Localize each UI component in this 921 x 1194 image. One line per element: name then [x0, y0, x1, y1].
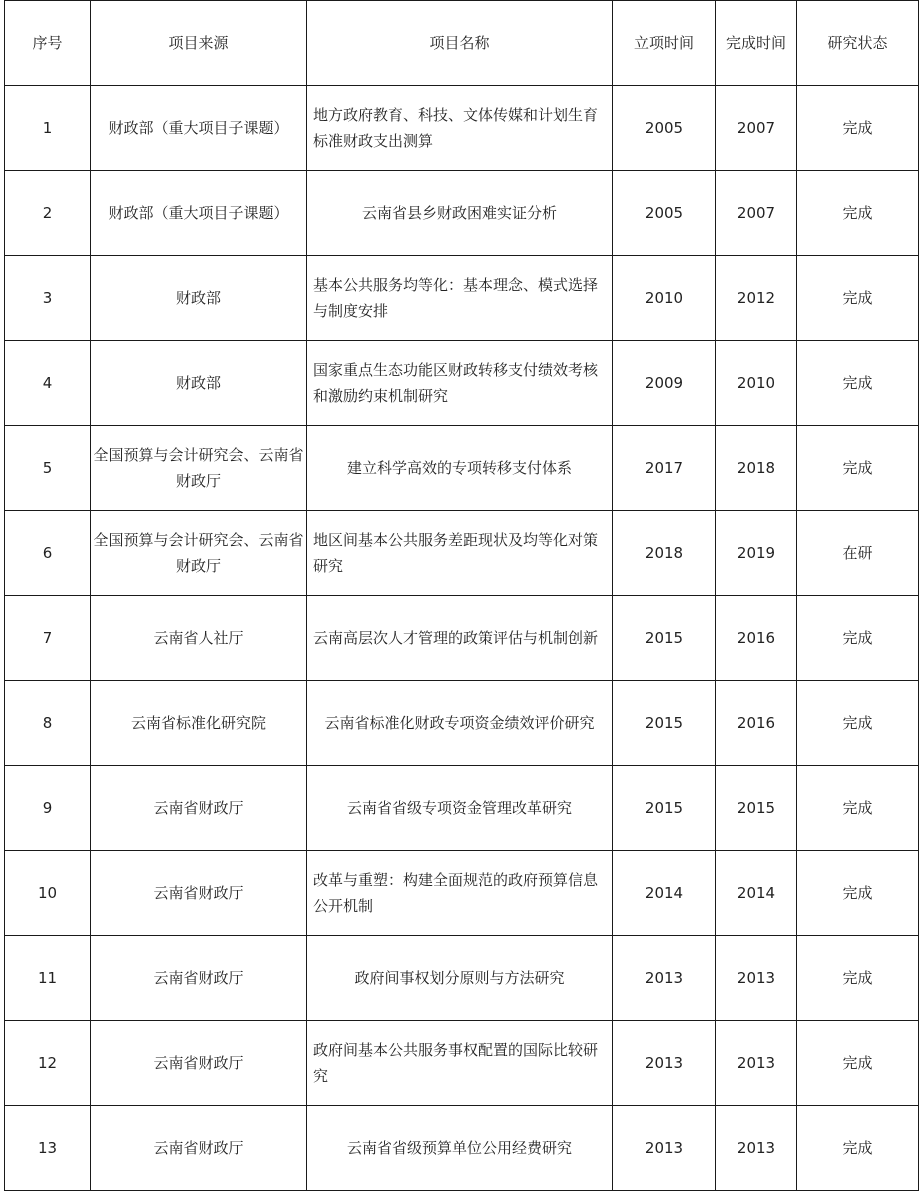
cell-no: 7 — [5, 596, 91, 681]
cell-no: 1 — [5, 86, 91, 171]
cell-end: 2013 — [716, 1106, 797, 1191]
cell-name: 云南高层次人才管理的政策评估与机制创新 — [307, 596, 613, 681]
cell-source: 云南省财政厅 — [91, 766, 307, 851]
cell-name: 云南省省级专项资金管理改革研究 — [307, 766, 613, 851]
cell-source: 云南省财政厅 — [91, 1021, 307, 1106]
cell-source: 全国预算与会计研究会、云南省财政厅 — [91, 426, 307, 511]
cell-no: 2 — [5, 171, 91, 256]
cell-start: 2013 — [613, 1021, 716, 1106]
cell-name: 云南省标准化财政专项资金绩效评价研究 — [307, 681, 613, 766]
cell-no: 3 — [5, 256, 91, 341]
cell-start: 2013 — [613, 936, 716, 1021]
cell-status: 完成 — [797, 341, 919, 426]
table-row — [5, 511, 919, 596]
cell-end: 2007 — [716, 171, 797, 256]
cell-end: 2016 — [716, 596, 797, 681]
cell-name: 改革与重塑：构建全面规范的政府预算信息公开机制 — [307, 851, 613, 936]
cell-status: 完成 — [797, 766, 919, 851]
header-end: 完成时间 — [716, 1, 797, 86]
cell-status: 完成 — [797, 256, 919, 341]
cell-start: 2018 — [613, 511, 716, 596]
cell-source: 财政部 — [91, 341, 307, 426]
cell-end: 2016 — [716, 681, 797, 766]
cell-name: 地区间基本公共服务差距现状及均等化对策研究 — [307, 511, 613, 596]
cell-name: 云南省县乡财政困难实证分析 — [307, 171, 613, 256]
cell-no: 11 — [5, 936, 91, 1021]
cell-name: 基本公共服务均等化：基本理念、模式选择与制度安排 — [307, 256, 613, 341]
cell-status: 完成 — [797, 851, 919, 936]
cell-source: 云南省财政厅 — [91, 1106, 307, 1191]
cell-start: 2015 — [613, 766, 716, 851]
cell-start: 2009 — [613, 341, 716, 426]
table-row — [5, 171, 919, 256]
cell-no: 9 — [5, 766, 91, 851]
table-row — [5, 256, 919, 341]
table-row — [5, 1106, 919, 1191]
cell-status: 完成 — [797, 596, 919, 681]
cell-status: 完成 — [797, 681, 919, 766]
cell-source: 云南省人社厅 — [91, 596, 307, 681]
cell-start: 2014 — [613, 851, 716, 936]
project-table-container — [4, 0, 918, 1191]
table-row — [5, 341, 919, 426]
cell-end: 2014 — [716, 851, 797, 936]
table-header-row — [5, 1, 919, 86]
table-row — [5, 936, 919, 1021]
cell-start: 2005 — [613, 171, 716, 256]
cell-source: 财政部 — [91, 256, 307, 341]
cell-no: 6 — [5, 511, 91, 596]
header-name: 项目名称 — [307, 1, 613, 86]
cell-source: 云南省财政厅 — [91, 936, 307, 1021]
table-row — [5, 86, 919, 171]
table-row — [5, 766, 919, 851]
cell-no: 13 — [5, 1106, 91, 1191]
cell-end: 2007 — [716, 86, 797, 171]
table-row — [5, 851, 919, 936]
cell-end: 2015 — [716, 766, 797, 851]
cell-source: 全国预算与会计研究会、云南省财政厅 — [91, 511, 307, 596]
cell-name: 政府间基本公共服务事权配置的国际比较研究 — [307, 1021, 613, 1106]
header-status: 研究状态 — [797, 1, 919, 86]
cell-start: 2015 — [613, 681, 716, 766]
cell-name: 地方政府教育、科技、文体传媒和计划生育标准财政支出测算 — [307, 86, 613, 171]
project-table — [4, 0, 919, 1191]
header-no: 序号 — [5, 1, 91, 86]
cell-status: 在研 — [797, 511, 919, 596]
cell-no: 4 — [5, 341, 91, 426]
cell-no: 5 — [5, 426, 91, 511]
header-start: 立项时间 — [613, 1, 716, 86]
cell-name: 政府间事权划分原则与方法研究 — [307, 936, 613, 1021]
cell-source: 财政部（重大项目子课题） — [91, 171, 307, 256]
table-row — [5, 426, 919, 511]
cell-start: 2015 — [613, 596, 716, 681]
cell-status: 完成 — [797, 171, 919, 256]
header-source: 项目来源 — [91, 1, 307, 86]
cell-start: 2005 — [613, 86, 716, 171]
cell-no: 12 — [5, 1021, 91, 1106]
cell-name: 建立科学高效的专项转移支付体系 — [307, 426, 613, 511]
cell-no: 8 — [5, 681, 91, 766]
table-row — [5, 1021, 919, 1106]
cell-no: 10 — [5, 851, 91, 936]
cell-end: 2018 — [716, 426, 797, 511]
cell-status: 完成 — [797, 426, 919, 511]
cell-source: 财政部（重大项目子课题） — [91, 86, 307, 171]
cell-end: 2012 — [716, 256, 797, 341]
cell-status: 完成 — [797, 1106, 919, 1191]
cell-status: 完成 — [797, 86, 919, 171]
cell-source: 云南省标准化研究院 — [91, 681, 307, 766]
cell-end: 2013 — [716, 1021, 797, 1106]
cell-end: 2010 — [716, 341, 797, 426]
cell-start: 2013 — [613, 1106, 716, 1191]
cell-end: 2013 — [716, 936, 797, 1021]
cell-name: 国家重点生态功能区财政转移支付绩效考核和激励约束机制研究 — [307, 341, 613, 426]
cell-status: 完成 — [797, 1021, 919, 1106]
cell-start: 2017 — [613, 426, 716, 511]
cell-status: 完成 — [797, 936, 919, 1021]
cell-end: 2019 — [716, 511, 797, 596]
table-row — [5, 596, 919, 681]
cell-source: 云南省财政厅 — [91, 851, 307, 936]
cell-name: 云南省省级预算单位公用经费研究 — [307, 1106, 613, 1191]
cell-start: 2010 — [613, 256, 716, 341]
table-row — [5, 681, 919, 766]
